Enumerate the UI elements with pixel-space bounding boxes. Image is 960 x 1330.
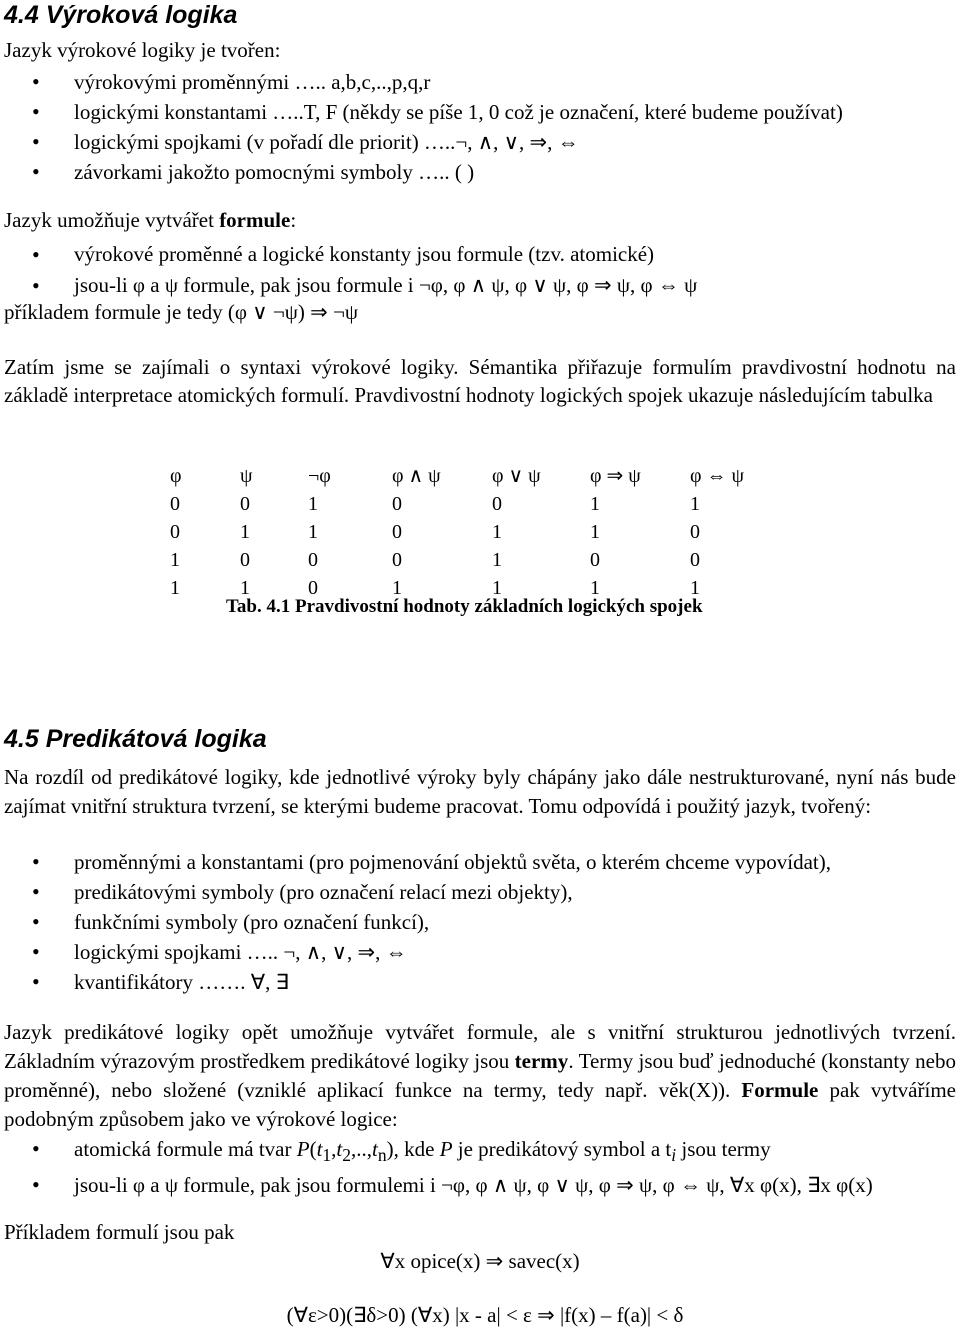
table-cell: 1 — [492, 549, 502, 571]
text: . Termy jsou buď jednoduché (konstanty nebo proměnné), nebo složené (vzniklé aplikací funkce na termy, tedy např. věk(X)). — [4, 1049, 956, 1102]
table-cell: 1 — [240, 577, 250, 599]
table-cell: 0 — [170, 493, 180, 515]
table-cell: 0 — [492, 493, 502, 515]
table-cell: 0 — [590, 549, 600, 571]
table-row — [170, 546, 780, 574]
subscript: 1 — [322, 1145, 332, 1166]
list-item: • jsou-li φ a ψ formule, pak jsou formule i ¬φ, φ ∧ ψ, φ ∨ ψ, φ ⇒ ψ, φ ⇔ ψ — [4, 270, 956, 301]
formula-example-1: ∀x opice(x) ⇒ savec(x) — [380, 1249, 580, 1273]
table-cell: 1 — [690, 577, 700, 599]
list-predicate-formulas — [4, 1134, 956, 1200]
text: ,.., — [351, 1137, 373, 1161]
term-formule: formule — [219, 208, 291, 232]
table-row — [170, 518, 780, 546]
table-cell: 1 — [170, 577, 180, 599]
table-cell: 1 — [590, 577, 600, 599]
text: : — [290, 208, 297, 232]
table-cell: 0 — [392, 521, 402, 543]
symbol-t: t — [316, 1137, 323, 1161]
table-cell: 1 — [308, 521, 318, 543]
table-cell: 1 — [240, 521, 250, 543]
list-item: • kvantifikátory ……. ∀, ∃ — [4, 967, 956, 997]
list-item: • výrokové proměnné a logické konstanty jsou formule (tzv. atomické) — [4, 239, 956, 270]
table-cell: 1 — [308, 493, 318, 515]
list-item: • výrokovými proměnnými ….. a,b,c,..,p,q,r — [4, 67, 956, 97]
list-item: • logickými konstantami …..T, F (někdy se píše 1, 0 což je označení, které budeme používat) — [4, 97, 956, 127]
header-cell: φ — [170, 465, 182, 487]
text: pak vytváříme podobným způsobem jako ve výrokové logice: — [4, 1078, 956, 1131]
table-caption: Tab. 4.1 Pravdivostní hodnoty základních logických spojek — [226, 596, 703, 617]
text: Jazyk predikátové logiky opět umožňuje vytvářet formule, ale s vnitřní strukturou jednotlivých tvrzení. Základním výrazovým prostředkem predikátové logiky jsou — [4, 1020, 956, 1073]
header-cell: ¬φ — [308, 465, 331, 487]
list-language-components — [4, 67, 956, 187]
text: ( — [309, 1137, 317, 1161]
symbol-t: t — [336, 1137, 343, 1161]
header-cell: φ ∨ ψ — [492, 465, 541, 487]
table-cell: 1 — [492, 521, 502, 543]
section-heading-4-5: 4.5 Predikátová logika — [4, 725, 267, 753]
paragraph-examples-intro: Příkladem formulí jsou pak — [4, 1220, 235, 1244]
table-cell: 0 — [308, 549, 318, 571]
header-cell: φ ∧ ψ — [392, 465, 441, 487]
paragraph-terms — [4, 1018, 956, 1134]
list-formula-rules — [4, 239, 956, 301]
term-formule: Formule — [741, 1078, 819, 1102]
paragraph-formula-intro — [4, 207, 956, 234]
paragraph-predicate-intro: Na rozdíl od predikátové logiky, kde jednotlivé výroky byly chápány jako dále nestrukturované, nyní nás bude zajímat vnitřní struktura tvrzení, se kterými budeme pracovat. Tomu odpovídá i použitý jazyk, tvořený: — [4, 765, 956, 818]
paragraph-intro: Jazyk výrokové logiky je tvořen: — [4, 38, 281, 62]
header-cell: φ ⇔ ψ — [690, 465, 745, 487]
table-cell: 0 — [240, 549, 250, 571]
header-cell: φ ⇒ ψ — [590, 465, 641, 487]
text: , — [331, 1137, 337, 1161]
formula-example-2: (∀ε>0)(∃δ>0) (∀x) |x - a| < ε ⇒ |f(x) – f(a)| < δ — [286, 1303, 684, 1327]
table-cell: 0 — [690, 549, 700, 571]
text: Jazyk umožňuje vytvářet — [4, 208, 220, 232]
subscript: i — [671, 1145, 677, 1166]
table-cell: 0 — [308, 577, 318, 599]
table-cell: 0 — [392, 549, 402, 571]
list-item: • závorkami jakožto pomocnými symboly ….. ( ) — [4, 157, 956, 187]
list-item: • proměnnými a konstantami (pro pojmenování objektů světa, o kterém chceme vypovídat), — [4, 847, 956, 877]
symbol-P: P — [296, 1137, 310, 1161]
text: ), kde — [386, 1137, 440, 1161]
table-row — [170, 490, 780, 518]
symbol-P: P — [439, 1137, 453, 1161]
text: atomická formule má tvar — [74, 1137, 297, 1161]
list-item: • predikátovými symboly (pro označení relací mezi objekty), — [4, 877, 956, 907]
list-item: • funkčními symboly (pro označení funkcí), — [4, 907, 956, 937]
paragraph-semantics: Zatím jsme se zajímali o syntaxi výrokové logiky. Sémantika přiřazuje formulím pravdivostní hodnotu na základě interpretace atomických formulí. Pravdivostní hodnoty logických spojek ukazuje následujícím tabulka — [4, 355, 956, 407]
table-cell: 0 — [392, 493, 402, 515]
list-item: • jsou-li φ a ψ formule, pak jsou formulemi i ¬φ, φ ∧ ψ, φ ∨ ψ, φ ⇒ ψ, φ ⇔ ψ, ∀x φ(x), ∃x φ(x) — [4, 1170, 956, 1200]
subscript: 2 — [342, 1145, 352, 1166]
table-cell: 1 — [590, 521, 600, 543]
term-termy: termy — [514, 1049, 569, 1073]
table-cell: 0 — [240, 493, 250, 515]
table-cell: 1 — [392, 577, 402, 599]
table-cell: 0 — [170, 521, 180, 543]
text: jsou termy — [676, 1137, 771, 1161]
list-item: • logickými spojkami (v pořadí dle priorit) …..¬, ∧, ∨, ⇒, ⇔ — [4, 127, 956, 157]
table-cell: 1 — [492, 577, 502, 599]
header-cell: ψ — [240, 465, 253, 487]
list-item-atomic-formula — [4, 1134, 956, 1170]
section-heading-4-4: 4.4 Výroková logika — [4, 1, 238, 29]
symbol-t: t — [372, 1137, 378, 1161]
truth-table — [170, 462, 780, 602]
list-predicate-language — [4, 847, 956, 997]
table-header-row — [170, 462, 780, 490]
table-cell: 1 — [590, 493, 600, 515]
table-cell: 1 — [170, 549, 180, 571]
list-item: • logickými spojkami ….. ¬, ∧, ∨, ⇒, ⇔ — [4, 937, 956, 967]
table-cell: 0 — [690, 521, 700, 543]
paragraph-example: příkladem formule je tedy (φ ∨ ¬ψ) ⇒ ¬ψ — [4, 300, 358, 324]
table-cell: 1 — [690, 493, 700, 515]
text: je predikátový symbol a t — [452, 1137, 672, 1161]
subscript: n — [377, 1145, 387, 1166]
